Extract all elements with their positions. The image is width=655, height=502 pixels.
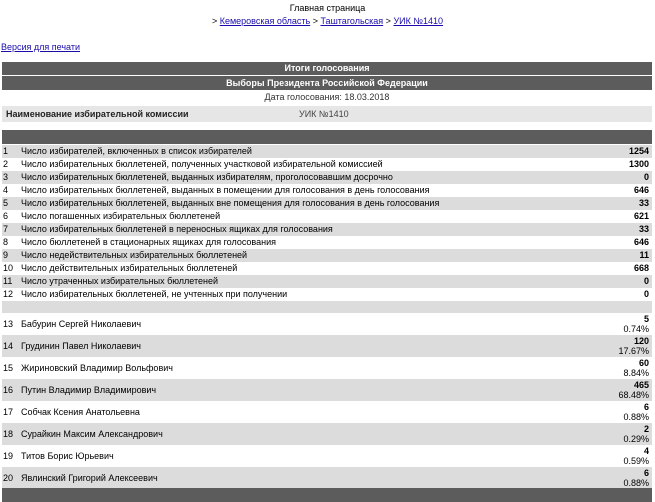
row-number: 7	[3, 224, 9, 234]
table-row	[2, 275, 652, 288]
row-number: 11	[3, 276, 13, 286]
election-title: Выборы Президента Российской Федерации	[2, 76, 652, 90]
table-row	[2, 249, 652, 262]
candidate-percent: 17.67%	[618, 346, 649, 356]
top-navigation	[0, 0, 655, 27]
candidate-percent: 0.74%	[623, 324, 649, 334]
breadcrumb-link-region[interactable]: Кемеровская область	[219, 16, 311, 26]
candidate-votes: 120	[633, 336, 649, 346]
breadcrumb	[0, 16, 655, 27]
row-number: 15	[3, 363, 14, 373]
row-number: 17	[3, 407, 14, 417]
breadcrumb-link-commission[interactable]: УИК №1410	[393, 16, 444, 26]
table-row	[2, 223, 652, 236]
candidate-name: Сурайкин Максим Александрович	[21, 429, 163, 439]
results-title: Итоги голосования	[2, 62, 652, 75]
candidate-votes: 60	[638, 358, 649, 368]
table-row	[2, 262, 652, 275]
row-label: Число избирательных бюллетеней, выданных вне помещения для голосования в день голосования	[21, 198, 440, 208]
row-number: 13	[3, 319, 14, 329]
candidate-percent: 8.84%	[623, 368, 649, 378]
breadcrumb-link-district[interactable]: Таштагольская	[320, 16, 384, 26]
row-label: Число избирательных бюллетеней, выданных в помещении для голосования в день голосования	[21, 185, 430, 195]
row-label: Число избирательных бюллетеней, полученных участковой избирательной комиссией	[21, 159, 383, 169]
candidate-votes: 4	[643, 446, 649, 456]
table-header-bar	[2, 130, 652, 144]
candidate-name: Явлинский Григорий Алексеевич	[21, 473, 158, 483]
row-value: 33	[638, 224, 649, 234]
commission-value: УИК №1410	[299, 109, 349, 119]
row-number: 8	[3, 237, 9, 247]
row-number: 1	[3, 146, 9, 156]
candidate-percent: 0.88%	[623, 478, 649, 488]
candidate-percent: 68.48%	[618, 390, 649, 400]
row-number: 16	[3, 385, 14, 395]
breadcrumb-separator: >	[383, 16, 394, 26]
print-version-link[interactable]: Версия для печати	[1, 42, 81, 52]
row-label: Число избирательных бюллетеней, выданных избирателям, проголосовавшим досрочно	[21, 172, 393, 182]
candidate-name: Грудинин Павел Николаевич	[21, 341, 141, 351]
commission-row	[2, 106, 652, 122]
candidate-row	[2, 401, 652, 423]
row-number: 3	[3, 172, 9, 182]
row-number: 10	[3, 263, 14, 273]
row-number: 12	[3, 289, 14, 299]
row-label: Число действительных избирательных бюллетеней	[21, 263, 238, 273]
candidate-votes: 6	[643, 402, 649, 412]
row-value: 668	[633, 263, 649, 273]
candidate-name: Титов Борис Юрьевич	[21, 451, 114, 461]
row-value: 1300	[628, 159, 649, 169]
candidate-row	[2, 335, 652, 357]
table-row	[2, 236, 652, 249]
row-label: Число бюллетеней в стационарных ящиках для голосования	[21, 237, 276, 247]
candidate-row	[2, 379, 652, 401]
table-row	[2, 288, 652, 301]
candidate-votes: 465	[633, 380, 649, 390]
candidate-votes: 6	[643, 468, 649, 478]
table-footer-bar	[2, 488, 652, 502]
candidate-percent: 0.29%	[623, 434, 649, 444]
table-row	[2, 210, 652, 223]
candidate-row	[2, 467, 652, 489]
row-number: 20	[3, 473, 14, 483]
row-value: 0	[643, 289, 649, 299]
row-value: 646	[633, 237, 649, 247]
candidate-row	[2, 357, 652, 379]
row-number: 18	[3, 429, 14, 439]
row-number: 19	[3, 451, 14, 461]
candidate-name: Собчак Ксения Анатольевна	[21, 407, 140, 417]
row-value: 646	[633, 185, 649, 195]
row-label: Число утраченных избирательных бюллетеней	[21, 276, 219, 286]
candidate-row	[2, 423, 652, 445]
row-value: 33	[638, 198, 649, 208]
row-label: Число недействительных избирательных бюллетеней	[21, 250, 248, 260]
candidate-name: Бабурин Сергей Николаевич	[21, 319, 142, 329]
candidate-name: Жириновский Владимир Вольфович	[21, 363, 173, 373]
section-separator	[2, 301, 652, 313]
row-label: Число избирателей, включенных в список избирателей	[21, 146, 252, 156]
row-number: 5	[3, 198, 9, 208]
table-row	[2, 145, 652, 158]
candidate-name: Путин Владимир Владимирович	[21, 385, 157, 395]
commission-label: Наименование избирательной комиссии	[6, 109, 189, 119]
candidate-votes: 2	[643, 424, 649, 434]
row-value: 0	[643, 172, 649, 182]
table-row	[2, 171, 652, 184]
row-number: 14	[3, 341, 14, 351]
table-row	[2, 197, 652, 210]
row-value: 0	[643, 276, 649, 286]
row-label: Число избирательных бюллетеней в переносных ящиках для голосования	[21, 224, 333, 234]
row-value: 1254	[628, 146, 649, 156]
breadcrumb-separator: >	[310, 16, 321, 26]
row-label: Число погашенных избирательных бюллетеней	[21, 211, 221, 221]
row-label: Число избирательных бюллетеней, не учтенных при получении	[21, 289, 288, 299]
row-value: 621	[633, 211, 649, 221]
row-number: 2	[3, 159, 9, 169]
candidate-row	[2, 313, 652, 335]
row-number: 4	[3, 185, 9, 195]
row-number: 6	[3, 211, 9, 221]
table-row	[2, 184, 652, 197]
candidate-percent: 0.59%	[623, 456, 649, 466]
table-row	[2, 158, 652, 171]
home-page-label: Главная страница	[289, 3, 366, 13]
candidate-votes: 5	[643, 314, 649, 324]
row-number: 9	[3, 250, 9, 260]
breadcrumb-prefix: >	[211, 16, 220, 26]
candidate-percent: 0.88%	[623, 412, 649, 422]
row-value: 11	[639, 250, 649, 260]
voting-date: Дата голосования: 18.03.2018	[264, 92, 390, 102]
candidate-row	[2, 445, 652, 467]
results-table	[2, 145, 652, 489]
